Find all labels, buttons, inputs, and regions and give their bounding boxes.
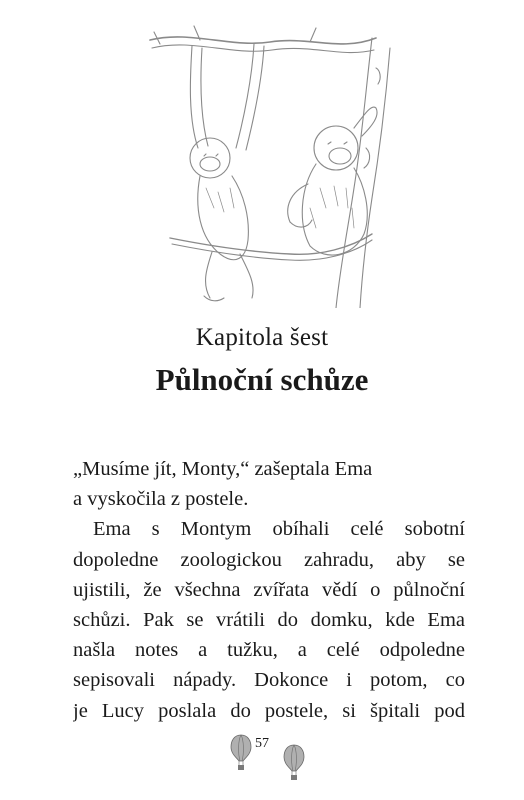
body-line: a vyskočila z postele. <box>73 488 249 511</box>
page-number: 57 <box>255 736 269 751</box>
body-text <box>73 454 465 726</box>
body-line: sepisovali nápady. Dokonce i potom, co <box>73 669 465 692</box>
branch <box>150 37 376 44</box>
body-line: ujistili, že všechna zvířata vědí o půlnoční <box>73 578 465 601</box>
left-orangutan-arm <box>190 46 198 148</box>
tree-trunk-edge <box>360 48 390 308</box>
body-line: je Lucy poslala do postele, si špitali pod <box>73 699 465 722</box>
page-footer <box>0 732 524 782</box>
body-line: „Musíme jít, Monty,“ zašeptala Ema <box>73 458 373 480</box>
orangutan-illustration <box>140 8 402 308</box>
body-line: našla notes a tužku, a celé odpoledne <box>73 639 465 662</box>
chapter-label: Kapitola šest <box>195 324 329 351</box>
tree-trunk <box>336 38 372 308</box>
body-line: dopoledne zoologickou zahradu, aby se <box>73 548 465 571</box>
hot-air-balloon-icon <box>283 744 305 782</box>
chapter-title: Půlnoční schůze <box>155 362 369 397</box>
left-orangutan-head <box>190 138 230 178</box>
body-line: Ema s Montym obíhali celé sobotní <box>93 518 465 541</box>
body-line: schůzi. Pak se vrátili do domku, kde Ema <box>73 608 465 631</box>
right-orangutan-arm <box>354 107 377 136</box>
vine <box>170 234 372 254</box>
left-orangutan-leg <box>206 252 212 298</box>
left-orangutan-arm-2 <box>236 44 254 148</box>
